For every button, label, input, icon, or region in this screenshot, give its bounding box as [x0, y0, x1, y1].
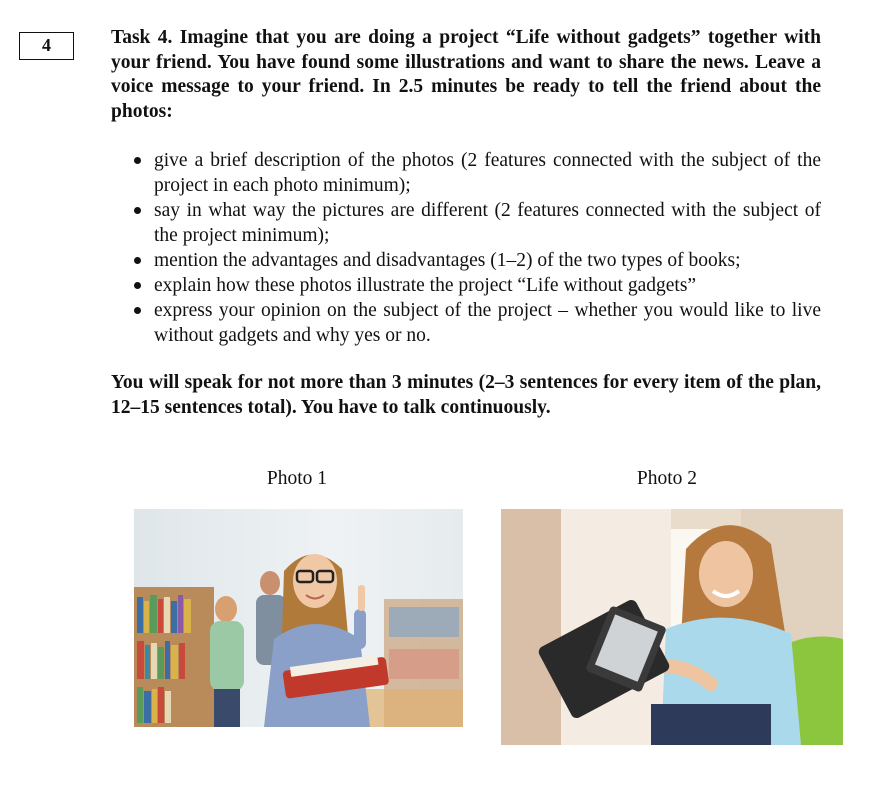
bullet-icon	[134, 282, 141, 289]
ereader-illustration	[501, 509, 843, 745]
task-number: 4	[42, 35, 51, 55]
library-illustration	[134, 509, 463, 727]
photo-2-caption: Photo 2	[636, 468, 698, 489]
photo-1-library-paper-book	[134, 509, 463, 727]
bullet-icon	[134, 257, 141, 264]
plan-item-text: express your opinion on the subject of the project – whether you would like to live without gadgets and why yes or no.	[154, 300, 821, 346]
task-number-box	[19, 32, 74, 60]
bullet-icon	[134, 157, 141, 164]
plan-item-text: explain how these photos illustrate the project “Life without gadgets”	[154, 275, 697, 296]
photo-1-caption: Photo 1	[266, 468, 328, 489]
plan-item	[130, 248, 821, 273]
task-plan-list	[130, 148, 821, 348]
plan-item	[130, 273, 821, 298]
task-instructions: You will speak for not more than 3 minutes (2–3 sentences for every item of the plan, 12–15 sentences total). You have to talk continuously.	[111, 372, 821, 418]
plan-item-text: mention the advantages and disadvantages (1–2) of the two types of books;	[154, 250, 741, 271]
plan-item	[130, 298, 821, 348]
task-intro: Task 4. Imagine that you are doing a project “Life without gadgets” together with your friend. You have found some illustrations and want to share the news. Leave a voice message to your friend. In 2.5 minutes be ready to tell the friend about the photos:	[111, 27, 821, 122]
brick-wall	[501, 509, 561, 745]
photo-2-ebook-reader	[501, 509, 843, 745]
plan-item-text: say in what way the pictures are different (2 features connected with the subject of the project minimum);	[154, 200, 821, 246]
plan-item	[130, 148, 821, 198]
bullet-icon	[134, 207, 141, 214]
plan-item-text: give a brief description of the photos (2 features connected with the subject of the project in each photo minimum);	[154, 150, 821, 196]
plan-item	[130, 198, 821, 248]
bullet-icon	[134, 307, 141, 314]
